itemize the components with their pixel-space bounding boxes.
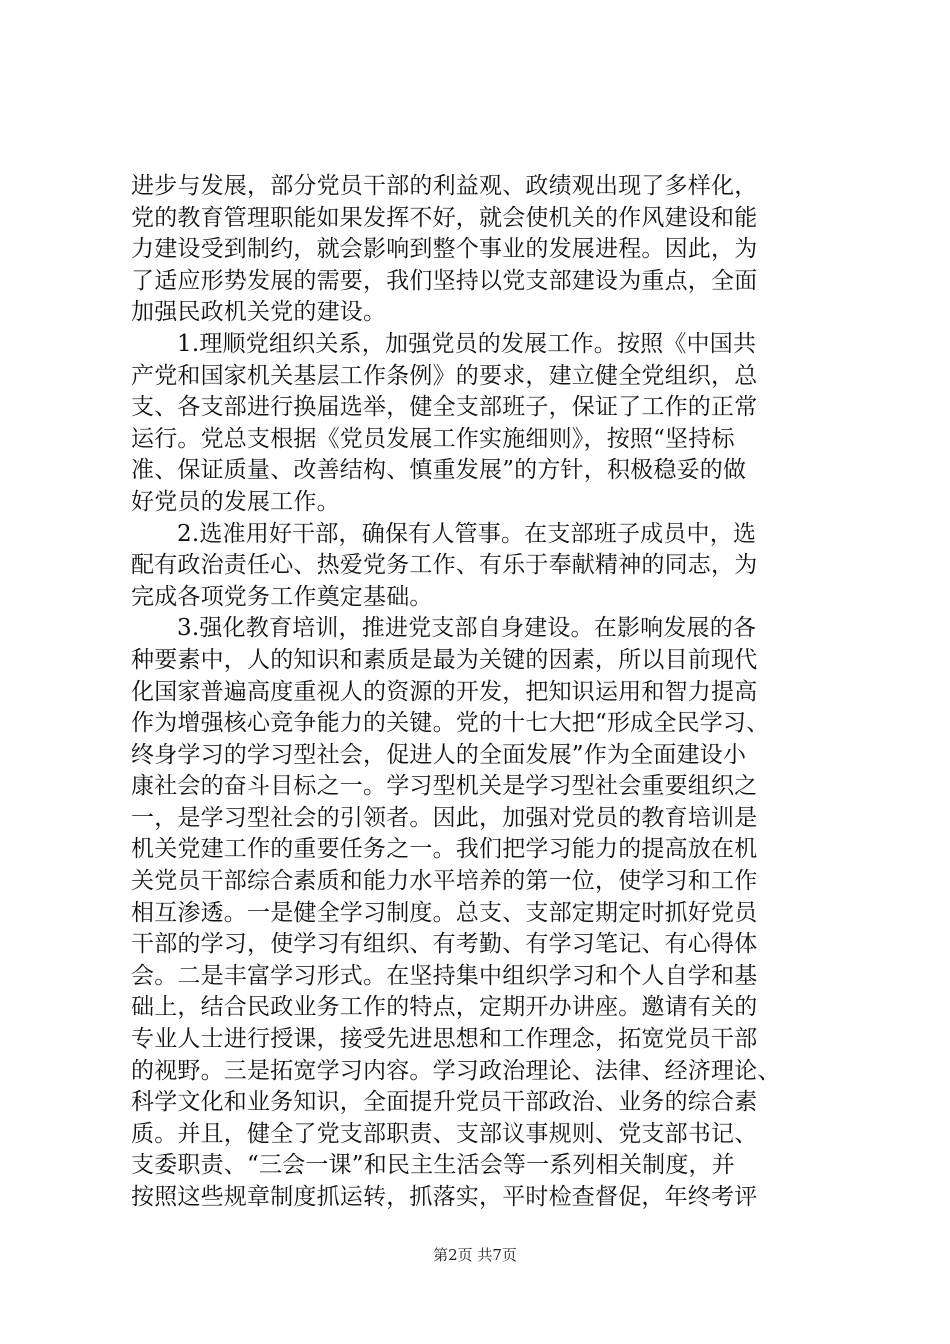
text-line: 础上，结合民政业务工作的特点，定期开办讲座。邀请有关的 — [131, 994, 758, 1021]
text-line: 按照这些规章制度抓运转，抓落实，平时检查督促，年终考评 — [131, 1184, 758, 1210]
text-line: 机关党建工作的重要任务之一。我们把学习能力的提高放在机 — [131, 836, 758, 863]
text-line: 进步与发展，部分党员干部的利益观、政绩观出现了多样化， — [131, 173, 758, 199]
text-line: 化国家普遍高度重视人的资源的开发，把知识运用和智力提高 — [131, 678, 758, 705]
text-line: 2.选准用好干部，确保有人管事。在支部班子成员中，选 — [177, 520, 757, 547]
text-line: 支、各支部进行换届选举，健全支部班子，保证了工作的正常 — [131, 394, 758, 421]
text-line: 相互渗透。一是健全学习制度。总支、支部定期定时抓好党员 — [131, 899, 758, 926]
text-line: 党的教育管理职能如果发挥不好，就会使机关的作风建设和能 — [131, 204, 758, 231]
text-line: 质。并且，健全了党支部职责、支部议事规则、党支部书记、 — [131, 1120, 758, 1147]
text-line: 的视野。三是拓宽学习内容。学习政治理论、法律、经济理论、 — [131, 1057, 781, 1084]
text-line: 专业人士进行授课，接受先进思想和工作理念，拓宽党员干部 — [131, 1026, 758, 1053]
text-line: 支委职责、“三会一课”和民主生活会等一系列相关制度，并 — [131, 1152, 735, 1179]
page-footer: 第2页 共7页 — [433, 1246, 517, 1264]
text-line: 1.理顺党组织关系，加强党员的发展工作。按照《中国共 — [177, 330, 757, 357]
text-line: 准、保证质量、改善结构、慎重发展”的方针，积极稳妥的做 — [131, 457, 747, 484]
text-line: 终身学习的学习型社会，促进人的全面发展”作为全面建设小 — [131, 741, 747, 768]
text-line: 干部的学习，使学习有组织、有考勤、有学习笔记、有心得体 — [131, 931, 758, 958]
text-line: 产党和国家机关基层工作条例》的要求，建立健全党组织，总 — [131, 362, 758, 389]
text-line: 种要素中，人的知识和素质是最为关键的因素，所以目前现代 — [131, 646, 758, 673]
text-line: 会。二是丰富学习形式。在坚持集中组织学习和个人自学和基 — [131, 962, 758, 989]
text-line: 加强民政机关党的建设。 — [131, 299, 387, 326]
body-text — [131, 171, 831, 1214]
text-line: 关党员干部综合素质和能力水平培养的第一位，使学习和工作 — [131, 868, 758, 895]
text-line: 运行。党总支根据《党员发展工作实施细则》，按照“坚持标 — [131, 425, 735, 452]
text-line: 力建设受到制约，就会影响到整个事业的发展进程。因此，为 — [131, 236, 758, 263]
text-line: 3.强化教育培训，推进党支部自身建设。在影响发展的各 — [177, 615, 757, 642]
text-line: 一，是学习型社会的引领者。因此，加强对党员的教育培训是 — [131, 804, 758, 831]
text-line: 康社会的奋斗目标之一。学习型机关是学习型社会重要组织之 — [131, 773, 758, 800]
text-line: 好党员的发展工作。 — [131, 488, 340, 515]
text-line: 完成各项党务工作奠定基础。 — [131, 583, 433, 610]
text-line: 作为增强核心竞争能力的关键。党的十七大把“形成全民学习、 — [131, 710, 770, 737]
text-line: 配有政治责任心、热爱党务工作、有乐于奉献精神的同志，为 — [131, 552, 758, 579]
text-line: 了适应形势发展的需要，我们坚持以党支部建设为重点，全面 — [131, 267, 758, 294]
text-line: 科学文化和业务知识，全面提升党员干部政治、业务的综合素 — [131, 1089, 758, 1116]
